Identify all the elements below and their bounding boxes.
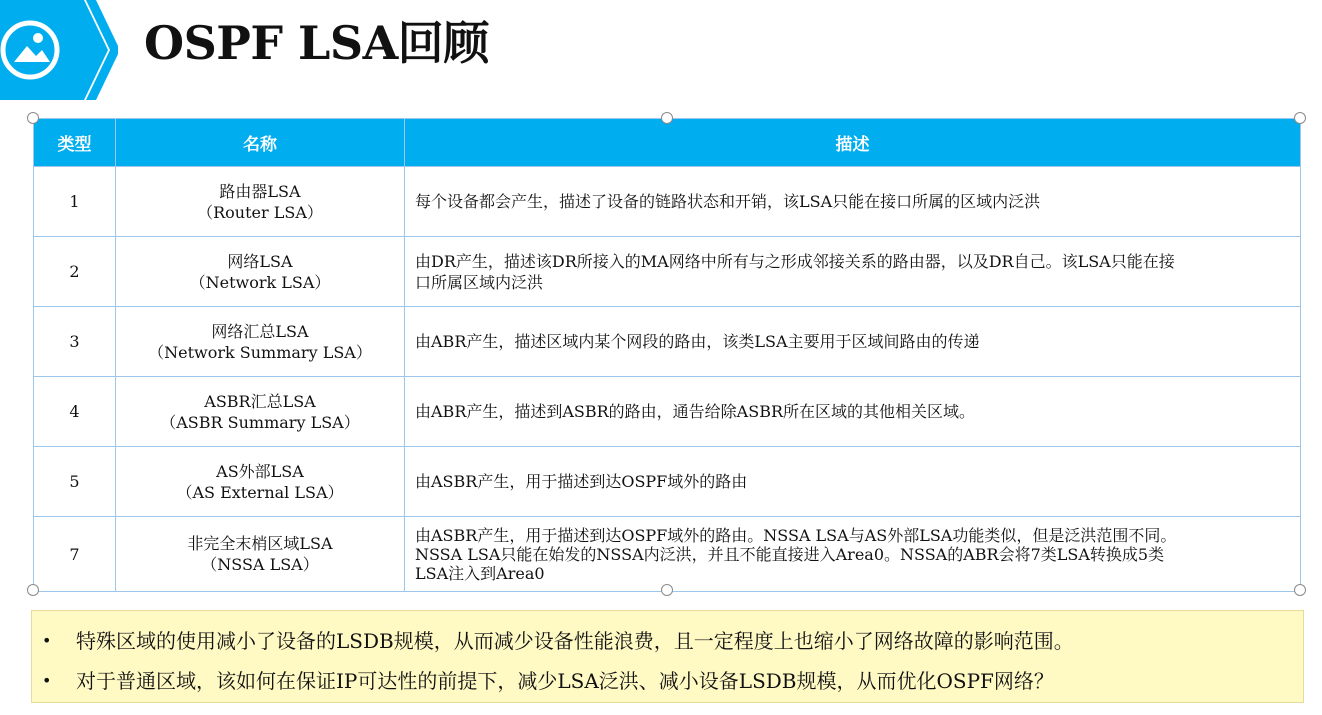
- lsa-description-line: 每个设备都会产生，描述了设备的链路状态和开销，该LSA只能在接口所属的区域内泛洪: [415, 192, 1041, 211]
- lsa-description: [405, 167, 1301, 237]
- lsa-description-line: 由ASBR产生，用于描述到达OSPF域外的路由。NSSA LSA与AS外部LSA功能类似，但是泛洪范围不同。: [415, 525, 1177, 545]
- lsa-name-en: （ASBR Summary LSA）: [160, 412, 360, 432]
- lsa-name-en: （AS External LSA）: [176, 482, 344, 502]
- table-row: [34, 307, 1301, 377]
- lsa-name: [116, 307, 405, 377]
- resize-handle-bottom-right[interactable]: [1294, 584, 1306, 596]
- resize-handle-top-left[interactable]: [27, 112, 39, 124]
- lsa-name-cn: 路由器LSA: [219, 181, 301, 201]
- lsa-type: 7: [34, 517, 116, 592]
- note-text: 特殊区域的使用减小了设备的LSDB规模，从而减少设备性能浪费，且一定程度上也缩小了网络故障的影响范围。: [76, 629, 1074, 653]
- lsa-description: [405, 307, 1301, 377]
- lsa-name: [116, 447, 405, 517]
- lsa-name-en: （Network Summary LSA）: [148, 342, 372, 362]
- lsa-name-en: （Router LSA）: [197, 202, 323, 222]
- lsa-name-cn: AS外部LSA: [216, 461, 304, 481]
- lsa-description-line: 由ASBR产生，用于描述到达OSPF域外的路由: [415, 472, 748, 491]
- lsa-name-cn: ASBR汇总LSA: [204, 391, 316, 411]
- bullet-icon: •: [42, 671, 52, 690]
- header-badge: [0, 0, 118, 100]
- lsa-table-container[interactable]: [33, 118, 1300, 590]
- lsa-name: [116, 167, 405, 237]
- table-row: [34, 237, 1301, 307]
- page-title: OSPF LSA回顾: [144, 16, 489, 70]
- column-header-type: 类型: [34, 119, 116, 167]
- lsa-description: [405, 377, 1301, 447]
- lsa-type: 4: [34, 377, 116, 447]
- table-row: [34, 517, 1301, 592]
- lsa-description: [405, 237, 1301, 307]
- lsa-name: [116, 517, 405, 592]
- lsa-description-line: LSA注入到Area0: [415, 563, 545, 583]
- column-header-name: 名称: [116, 119, 405, 167]
- lsa-table: [33, 118, 1301, 592]
- table-row: [34, 377, 1301, 447]
- resize-handle-top-center[interactable]: [661, 112, 673, 124]
- bullet-icon: •: [42, 631, 52, 650]
- notes-box[interactable]: [31, 610, 1304, 703]
- table-row: [34, 167, 1301, 237]
- note-text: 对于普通区域，该如何在保证IP可达性的前提下，减少LSA泛洪、减小设备LSDB规模，从而优化OSPF网络？: [76, 669, 1054, 693]
- lsa-description: [405, 517, 1301, 592]
- lsa-type: 1: [34, 167, 116, 237]
- lsa-name: [116, 237, 405, 307]
- lsa-description-line: NSSA LSA只能在始发的NSSA内泛洪，并且不能直接进入Area0。NSSA的ABR会将7类LSA转换成5类: [415, 544, 1165, 564]
- image-icon: [0, 0, 118, 100]
- lsa-name-cn: 网络汇总LSA: [211, 321, 309, 341]
- resize-handle-bottom-left[interactable]: [27, 584, 39, 596]
- column-header-description: 描述: [405, 119, 1301, 167]
- table-row: [34, 447, 1301, 517]
- lsa-type: 3: [34, 307, 116, 377]
- lsa-name-en: （NSSA LSA）: [201, 555, 319, 574]
- lsa-description-line: 口所属区域内泛洪: [415, 272, 544, 292]
- resize-handle-top-right[interactable]: [1294, 112, 1306, 124]
- lsa-name-en: （Network LSA）: [189, 272, 331, 292]
- lsa-type: 2: [34, 237, 116, 307]
- lsa-description-line: 由DR产生，描述该DR所接入的MA网络中所有与之形成邻接关系的路由器，以及DR自己。该LSA只能在接: [415, 251, 1175, 271]
- lsa-description-line: 由ABR产生，描述到ASBR的路由，通告给除ASBR所在区域的其他相关区域。: [415, 402, 976, 421]
- resize-handle-bottom-center[interactable]: [661, 584, 673, 596]
- lsa-name-cn: 网络LSA: [227, 251, 293, 271]
- lsa-description-line: 由ABR产生，描述区域内某个网段的路由，该类LSA主要用于区域间路由的传递: [415, 332, 980, 351]
- lsa-type: 5: [34, 447, 116, 517]
- lsa-name: [116, 377, 405, 447]
- table-header-row: [34, 119, 1301, 167]
- lsa-description: [405, 447, 1301, 517]
- lsa-name-cn: 非完全末梢区域LSA: [187, 534, 333, 553]
